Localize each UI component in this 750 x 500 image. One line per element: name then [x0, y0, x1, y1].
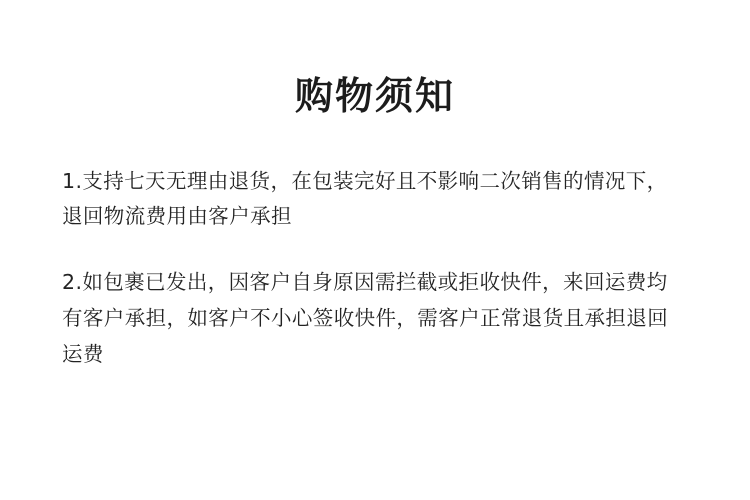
- page-title: 购物须知: [294, 74, 455, 118]
- notice-paragraph-1: 1.支持七天无理由退货，在包装完好且不影响二次销售的情况下，退回物流费用由客户承担: [62, 168, 668, 229]
- notice-content: [62, 164, 688, 373]
- notice-paragraph-2: 2.如包裹已发出，因客户自身原因需拦截或拒收快件，来回运费均有客户承担，如客户不小心签收快件，需客户正常退货且承担退回运费: [62, 270, 669, 367]
